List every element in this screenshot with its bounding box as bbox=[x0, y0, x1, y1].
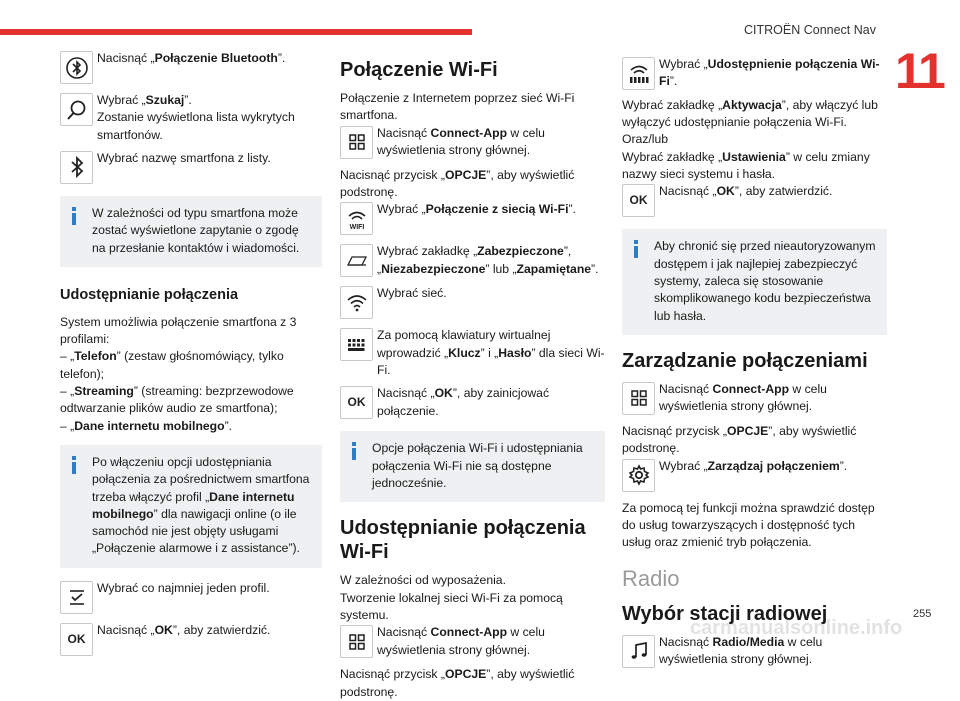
apps-grid-icon bbox=[340, 625, 373, 658]
page-number: 255 bbox=[913, 608, 932, 620]
ok-button-icon: OK bbox=[60, 623, 93, 656]
bluetooth-icon bbox=[60, 151, 93, 184]
step-radio-media: Nacisnąć Radio/Media w celu wyświetlenia strony głównej. bbox=[622, 634, 887, 670]
paragraph-options: Nacisnąć przycisk „OPCJE”, aby wyświetlić podstronę. bbox=[340, 167, 575, 199]
list-item-phone: – „Telefon” (zestaw głośnomówiący, tylko telefon); bbox=[60, 349, 284, 381]
step-select-profile: Wybrać co najmniej jeden profil. bbox=[60, 580, 322, 616]
heading-station-select: Wybór stacji radiowej bbox=[622, 602, 828, 625]
step-ok-connect: OK Nacisnąć „OK”, aby zainicjować połączenie. bbox=[340, 385, 605, 421]
wifi-share-icon bbox=[622, 57, 655, 90]
heading-radio: Radio bbox=[622, 565, 680, 591]
music-note-icon bbox=[622, 635, 655, 668]
step-enter-password: Za pomocą klawiatury wirtualnej wprowadzić „Klucz” i „Hasło” dla sieci Wi-Fi. bbox=[340, 327, 605, 379]
step-wifi-network: WIFI Wybrać „Połączenie z siecią Wi-Fi”. bbox=[340, 201, 605, 237]
heading-wifi-sharing: Udostępnianie połączenia Wi-Fi bbox=[340, 517, 586, 564]
paragraph-settings: Wybrać zakładkę „Ustawienia” w celu zmiany nazwy sieci systemu i hasła. bbox=[622, 149, 870, 181]
info-icon bbox=[352, 442, 356, 460]
chapter-number: 11 bbox=[895, 43, 944, 99]
paragraph-profiles: System umożliwia połączenie smartfona z 3 profilami: bbox=[60, 314, 297, 346]
paragraph-activation: Wybrać zakładkę „Aktywacja”, aby włączyć lub wyłączyć udostępnianie połączenia Wi-Fi. bbox=[622, 97, 878, 129]
info-icon bbox=[634, 240, 638, 258]
search-icon bbox=[60, 93, 93, 126]
step-share-wifi: Wybrać „Udostępnienie połączenia Wi-Fi”. bbox=[622, 56, 887, 91]
info-note-contacts: W zależności od typu smartfona może zostać wyświetlone zapytanie o zgodę na przesłanie kontaktów i wiadomości. bbox=[60, 196, 322, 267]
column-3 bbox=[622, 56, 887, 676]
tabs-icon bbox=[340, 244, 373, 277]
step-ok-confirm: OK Nacisnąć „OK”, aby zatwierdzić. bbox=[60, 622, 322, 658]
step-select-network: Wybrać sieć. bbox=[340, 285, 605, 321]
apps-grid-icon bbox=[622, 382, 655, 415]
bluetooth-connect-icon bbox=[60, 51, 93, 84]
step-bluetooth-connect: Nacisnąć „Połączenie Bluetooth”. bbox=[60, 50, 322, 86]
paragraph-equipment: W zależności od wyposażenia. bbox=[340, 573, 506, 588]
step-connect-app-2: Nacisnąć Connect-App w celu wyświetlenia strony głównej. bbox=[340, 624, 605, 660]
step-manage-connection: Wybrać „Zarządzaj połączeniem”. bbox=[622, 458, 887, 494]
apps-grid-icon bbox=[340, 126, 373, 159]
paragraph-local-network: Tworzenie lokalnej sieci Wi-Fi za pomocą systemu. bbox=[340, 590, 563, 622]
keyboard-icon bbox=[340, 328, 373, 361]
step-search: Wybrać „Szukaj”. Zostanie wyświetlona lista wykrytych smartfonów. bbox=[60, 92, 322, 144]
info-note-wifi-options: Opcje połączenia Wi-Fi i udostępniania połączenia Wi-Fi nie są dostępne jednocześnie. bbox=[340, 431, 605, 502]
step-connect-app-3: Nacisnąć Connect-App w celu wyświetlenia strony głównej. bbox=[622, 381, 887, 417]
step-select-tab: Wybrać zakładkę „Zabezpieczone”, „Niezabezpieczone” lub „Zapamiętane”. bbox=[340, 243, 605, 279]
header-red-bar bbox=[0, 29, 472, 35]
paragraph-and-or: Oraz/lub bbox=[622, 132, 669, 147]
heading-manage-connections: Zarządzanie połączeniami bbox=[622, 349, 868, 372]
column-1 bbox=[60, 50, 322, 664]
checkbox-check-icon bbox=[60, 581, 93, 614]
list-item-mobile-data: – „Dane internetu mobilnego”. bbox=[60, 418, 233, 433]
heading-connection-sharing: Udostępnianie połączenia bbox=[60, 286, 239, 303]
info-note-mobile-data: Po włączeniu opcji udostępniania połączenia za pośrednictwem smartfona trzeba włączyć profil „Dane internetu mobilnego” dla nawigacji online (o ile samochód nie jest objęty usługami „Połączenie alarmowe i z assistance”). bbox=[60, 445, 322, 568]
step-ok-confirm-2: OK Nacisnąć „OK”, aby zatwierdzić. bbox=[622, 183, 887, 219]
paragraph-options-3: Nacisnąć przycisk „OPCJE”, aby wyświetlić podstronę. bbox=[622, 423, 857, 456]
gear-icon bbox=[622, 459, 655, 492]
header-title: CITROËN Connect Nav bbox=[744, 23, 876, 37]
list-item-streaming: – „Streaming” (streaming: bezprzewodowe odtwarzanie plików audio ze smartfona); bbox=[60, 383, 294, 416]
paragraph-wifi-intro: Połączenie z Internetem poprzez sieć Wi-Fi smartfona. bbox=[340, 91, 575, 123]
heading-wifi-connection: Połączenie Wi-Fi bbox=[340, 59, 498, 81]
watermark: carmanualsonline.info bbox=[690, 617, 903, 639]
info-note-security: Aby chronić się przed nieautoryzowanym dostępem i jak najlepiej zabezpieczyć systemy, zaleca się stosowanie skomplikowanego kodu bezpieczeństwa lub hasła. bbox=[622, 229, 887, 335]
column-2 bbox=[340, 50, 605, 701]
wifi-label-icon bbox=[340, 202, 373, 235]
info-icon bbox=[72, 207, 76, 225]
ok-button-icon: OK bbox=[340, 386, 373, 419]
paragraph-function: Za pomocą tej funkcji można sprawdzić dostęp do usług towarzyszących i dostępność tych usług oraz zmienić tryb połączenia. bbox=[622, 500, 875, 550]
paragraph-options-2: Nacisnąć przycisk „OPCJE”, aby wyświetlić podstronę. bbox=[340, 667, 575, 699]
svg-text:WIFI: WIFI bbox=[349, 223, 364, 231]
step-select-phone: Wybrać nazwę smartfona z listy. bbox=[60, 150, 322, 186]
wifi-signal-icon bbox=[340, 286, 373, 319]
step-connect-app: Nacisnąć Connect-App w celu wyświetlenia strony głównej. bbox=[340, 125, 605, 161]
ok-button-icon: OK bbox=[622, 184, 655, 217]
info-icon bbox=[72, 456, 76, 474]
